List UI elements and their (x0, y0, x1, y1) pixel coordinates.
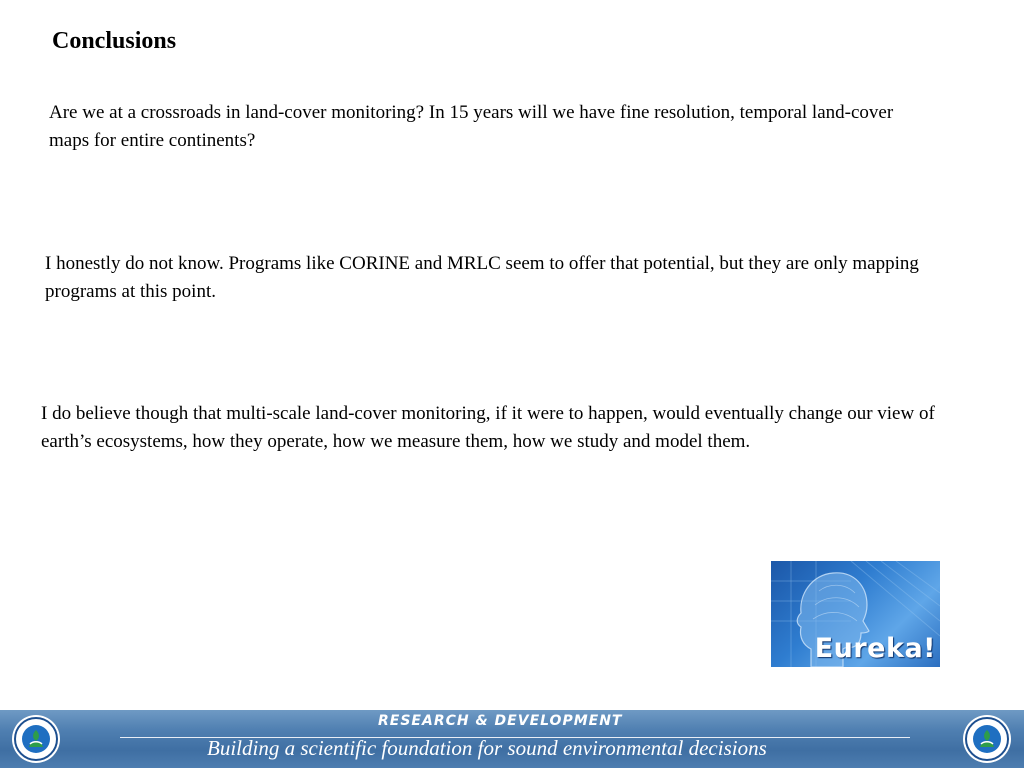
footer-top-text: RESEARCH & DEVELOPMENT (378, 713, 623, 729)
footer-banner (0, 710, 1024, 768)
epa-seal-icon (962, 714, 1012, 764)
paragraph-question: Are we at a crossroads in land-cover monitoring? In 15 years will we have fine resolution, temporal land-cover maps for entire continents? (49, 102, 894, 151)
eureka-label: Eureka! (814, 633, 936, 664)
eureka-image (771, 561, 940, 667)
slide-title: Conclusions (52, 28, 177, 54)
paragraph-belief: I do believe though that multi-scale land-cover monitoring, if it were to happen, would eventually change our view of earth’s ecosystems, how they operate, how we measure them, how we study and model them. (41, 403, 935, 452)
paragraph-answer: I honestly do not know. Programs like CORINE and MRLC seem to offer that potential, but they are only mapping programs at this point. (45, 253, 919, 302)
footer-tagline: Building a scientific foundation for sound environmental decisions (207, 736, 767, 760)
epa-seal-icon (11, 714, 61, 764)
